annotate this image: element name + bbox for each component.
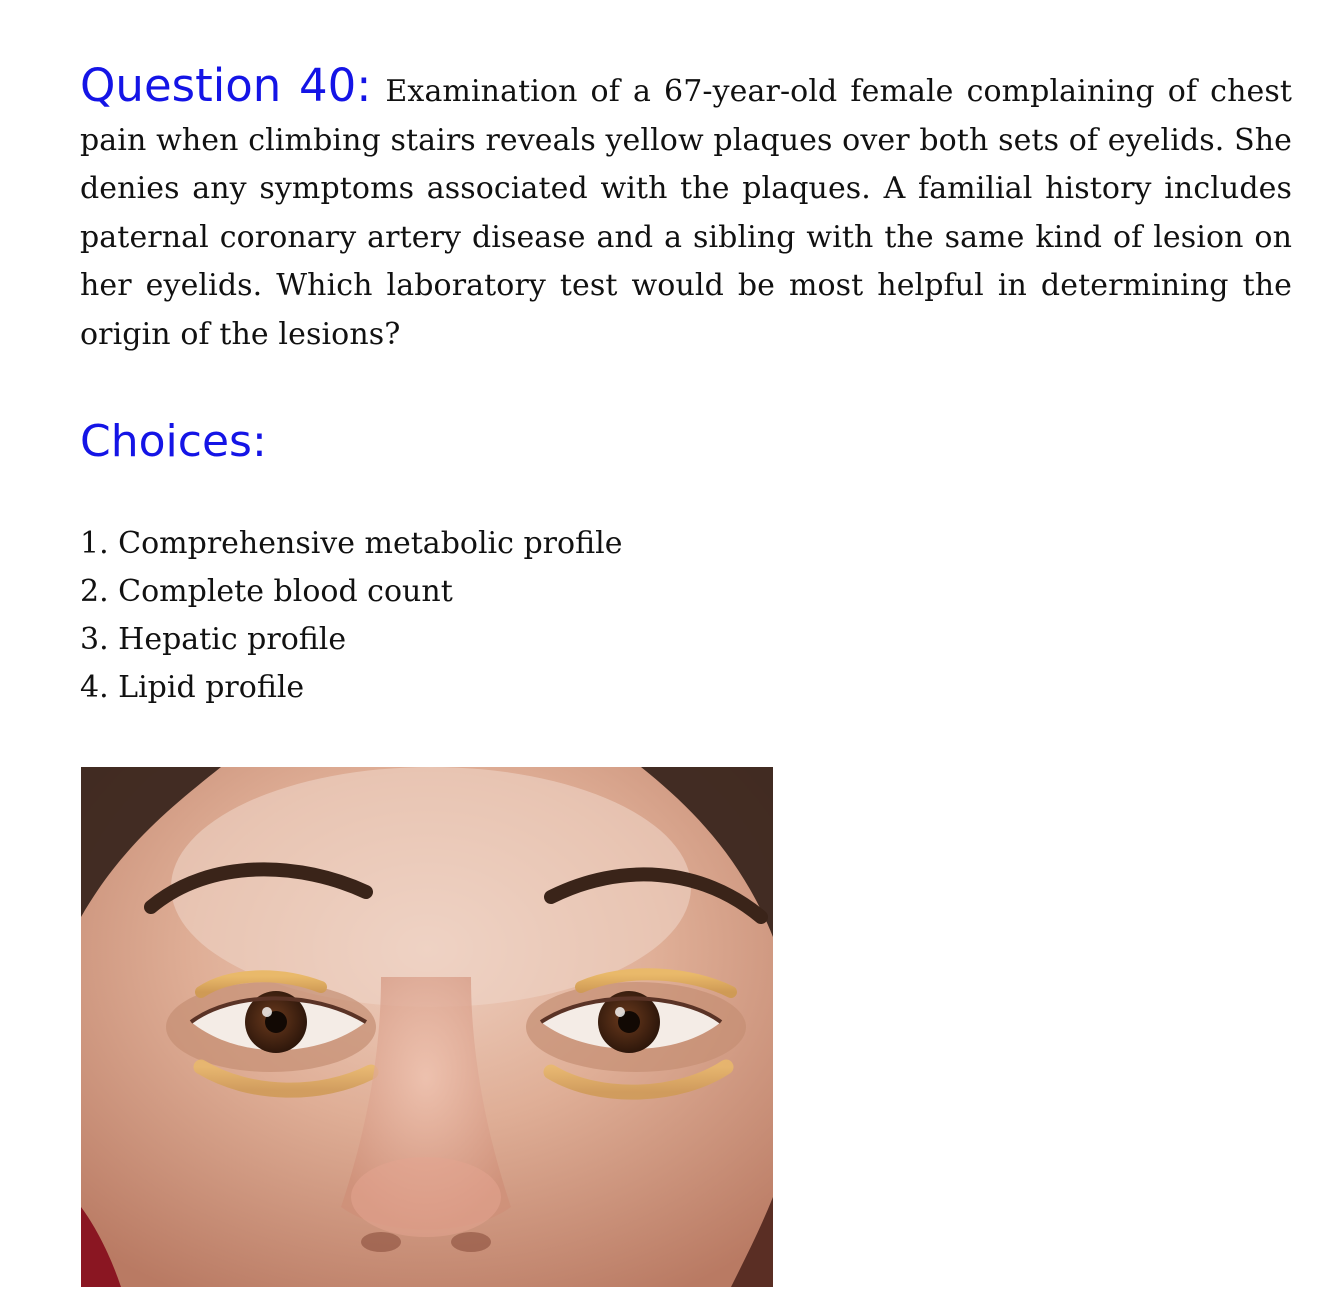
question-label: Question 40:	[80, 59, 372, 112]
choices-heading: Choices:	[80, 416, 267, 467]
nose-tip	[351, 1157, 501, 1237]
left-nostril	[361, 1232, 401, 1252]
question-block	[80, 59, 1292, 359]
choice-1[interactable]: 1. Comprehensive metabolic profile	[80, 526, 623, 561]
right-nostril	[451, 1232, 491, 1252]
choice-2[interactable]: 2. Complete blood count	[80, 574, 453, 609]
choices-list	[80, 520, 622, 712]
question-text: Examination of a 67-year-old female complaining of chest pain when climbing stairs reveals yellow plaques over both sets of eyelids. She denies any symptoms associated with the plaques. A familial history includes paternal coronary artery disease and a sibling with the same kind of lesion on her eyelids. Which laboratory test would be most helpful in determining the origin of the lesions?	[80, 74, 1292, 352]
choice-4[interactable]: 4. Lipid profile	[80, 670, 305, 705]
right-eye-glint	[615, 1007, 625, 1017]
eyelid-xanthelasma-photo	[81, 767, 773, 1287]
choice-3[interactable]: 3. Hepatic profile	[80, 622, 347, 657]
question-page	[80, 59, 1292, 705]
left-eye-glint	[262, 1007, 272, 1017]
